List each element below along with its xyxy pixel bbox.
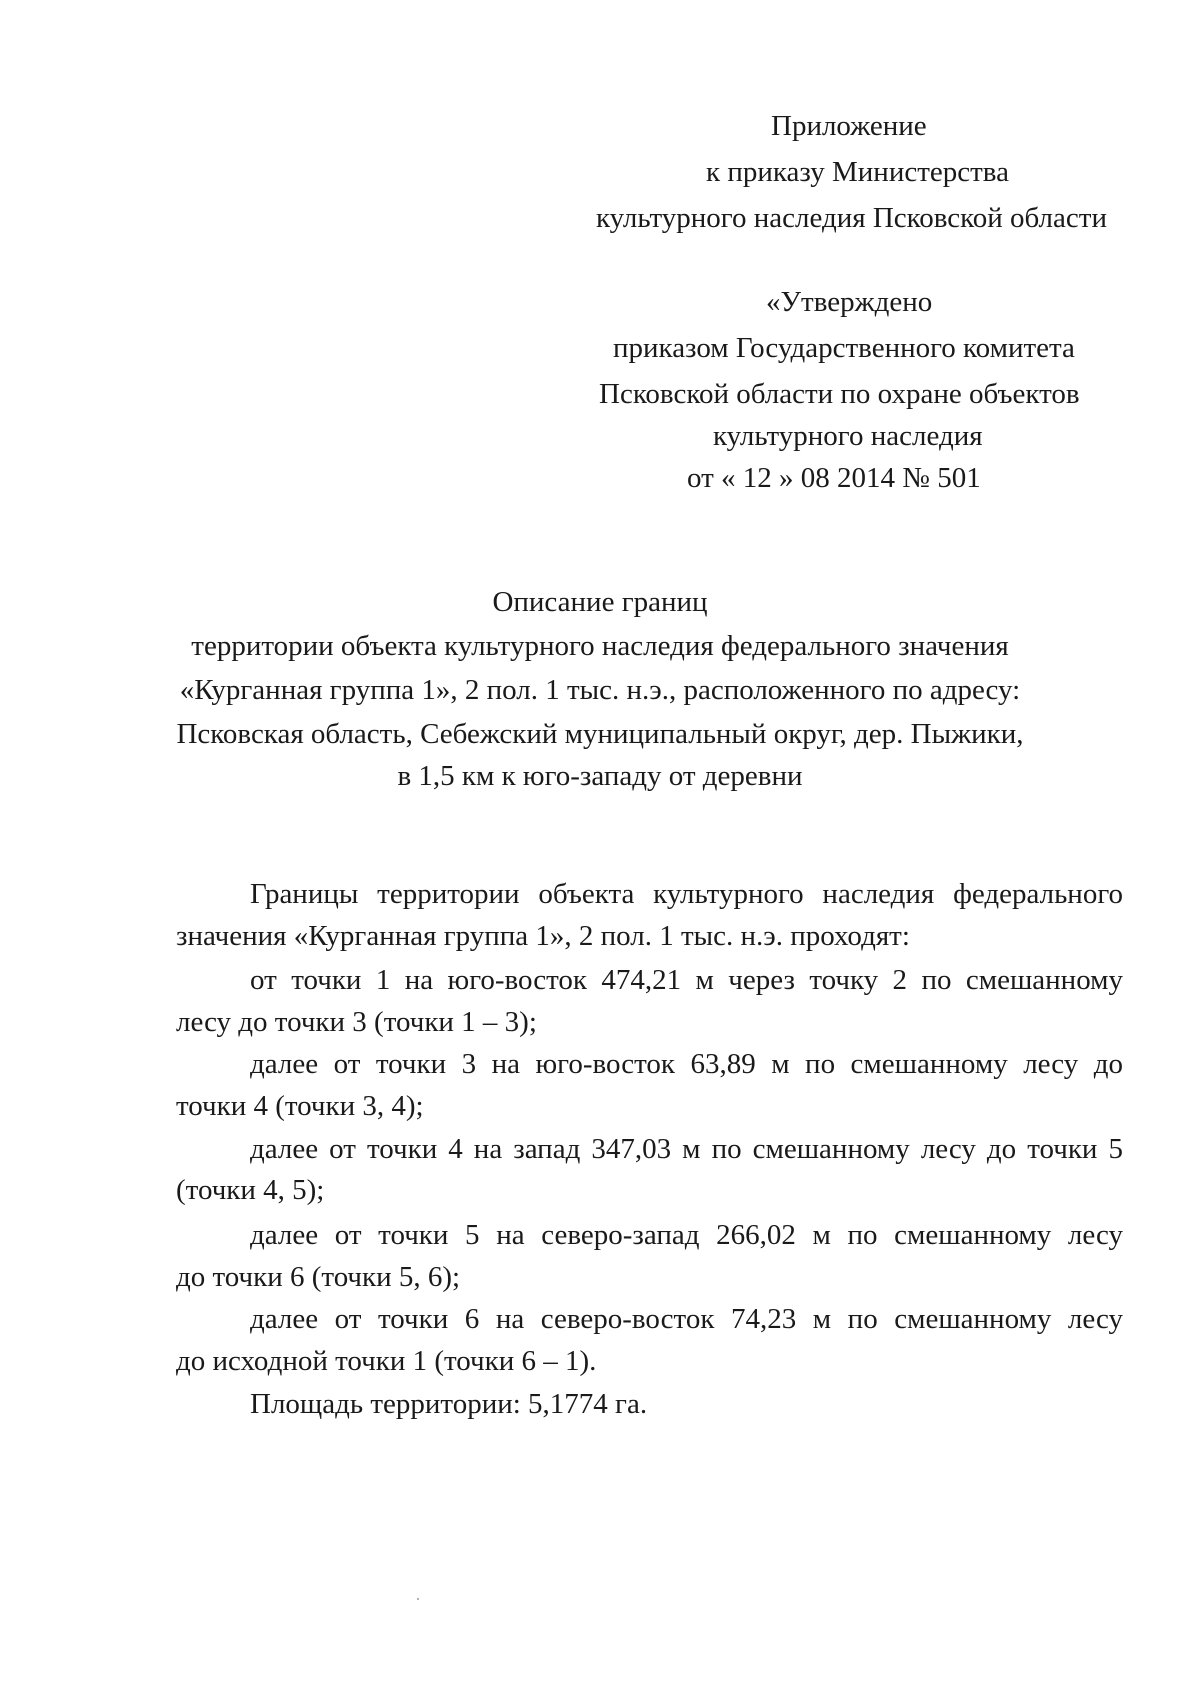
segment-4-line-1: далее от точки 5 на северо-запад 266,02 м по смешанному лесу <box>250 1219 1123 1251</box>
approval-heritage: культурного наследия <box>713 420 983 452</box>
segment-3-line-2: (точки 4, 5); <box>176 1174 325 1206</box>
appendix-ministry: культурного наследия Псковской области <box>596 202 1107 234</box>
intro-line-1: Границы территории объекта культурного наследия федерального <box>250 878 1123 910</box>
appendix-order-ref: к приказу Министерства <box>706 156 1009 188</box>
title-line-5: в 1,5 км к юго-западу от деревни <box>397 760 803 792</box>
approval-heading: «Утверждено <box>766 286 933 318</box>
segment-1-line-1: от точки 1 на юго-восток 474,21 м через точку 2 по смешанному <box>250 964 1123 996</box>
segment-1-line-2: лесу до точки 3 (точки 1 – 3); <box>176 1006 537 1038</box>
title-line-4: Псковская область, Себежский муниципальный округ, дер. Пыжики, <box>176 718 1024 750</box>
segment-2-line-2: точки 4 (точки 3, 4); <box>176 1090 424 1122</box>
segment-3-line-1: далее от точки 4 на запад 347,03 м по смешанному лесу до точки 5 <box>250 1133 1123 1165</box>
approval-committee: приказом Государственного комитета <box>613 332 1075 364</box>
title-line-3: «Курганная группа 1», 2 пол. 1 тыс. н.э., расположенного по адресу: <box>179 674 1021 706</box>
appendix-title: Приложение <box>771 110 927 142</box>
segment-5-line-2: до исходной точки 1 (точки 6 – 1). <box>176 1345 597 1377</box>
segment-4-line-2: до точки 6 (точки 5, 6); <box>176 1261 461 1293</box>
title-line-2: территории объекта культурного наследия федерального значения <box>191 630 1009 662</box>
intro-line-2: значения «Курганная группа 1», 2 пол. 1 тыс. н.э. проходят: <box>176 920 910 952</box>
territory-area: Площадь территории: 5,1774 га. <box>250 1388 648 1420</box>
scan-speck <box>417 1598 419 1600</box>
approval-region: Псковской области по охране объектов <box>599 378 1080 410</box>
approval-date-number: от « 12 » 08 2014 № 501 <box>687 462 981 494</box>
segment-5-line-1: далее от точки 6 на северо-восток 74,23 м по смешанному лесу <box>250 1303 1123 1335</box>
segment-2-line-1: далее от точки 3 на юго-восток 63,89 м по смешанному лесу до <box>250 1048 1123 1080</box>
title-line-1: Описание границ <box>492 586 708 618</box>
